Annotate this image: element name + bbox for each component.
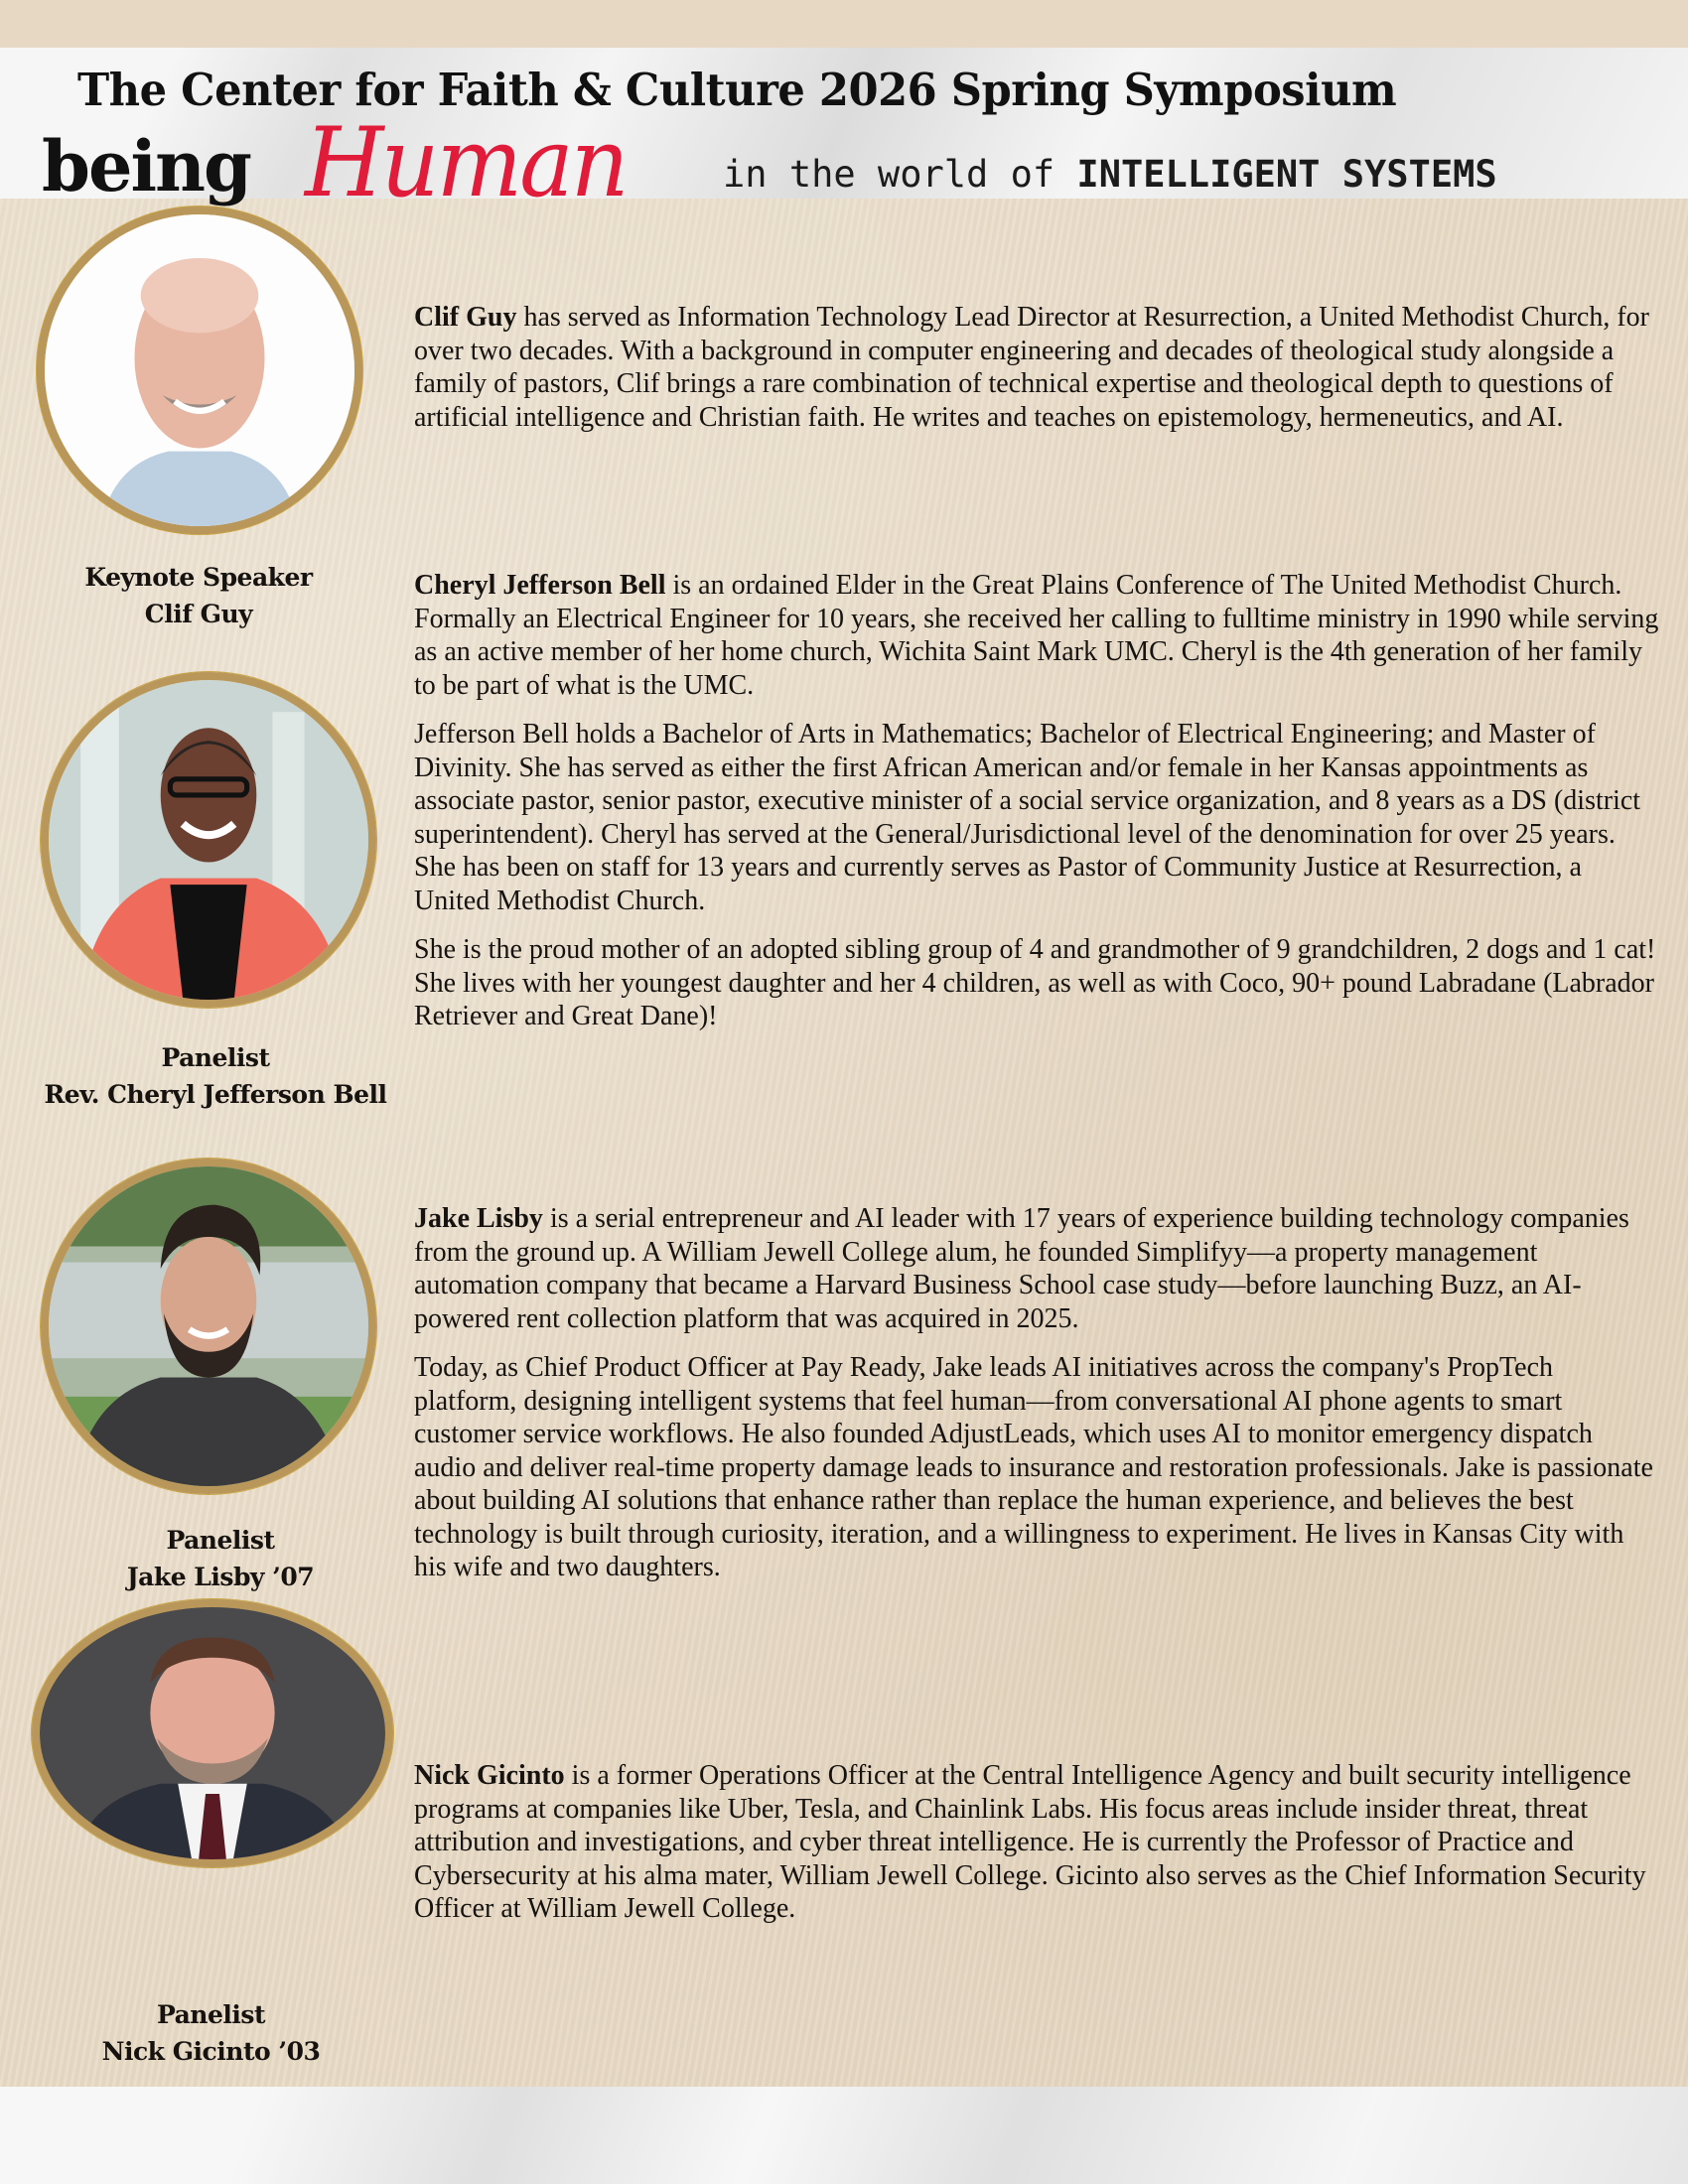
speaker-role: Keynote Speaker	[84, 563, 313, 592]
bio-paragraph: Jefferson Bell holds a Bachelor of Arts in Mathematics; Bachelor of Electrical Engineering; and Master of Divinity. She has served as either the first African American and/or female in her Kansas appointments as associate pastor, senior pastor, executive minister of a social service organization, and 8 years as a DS (district superintendent). Cheryl has served at the General/Jurisdictional level of the denomination for over 25 years. She has been on staff for 13 years and currently serves as Pastor of Community Justice at Resurrection, a United Methodist Church.	[414, 719, 1641, 916]
subtitle-tagline-bold: INTELLIGENT SYSTEMS	[1076, 153, 1497, 196]
speaker-role: Panelist	[156, 2000, 266, 2029]
footer-band	[0, 2087, 1688, 2184]
speaker-bio-nick-gicinto	[414, 1759, 1660, 1942]
speaker-name: Nick Gicinto ’03	[101, 2037, 321, 2066]
person-photo-icon	[45, 214, 354, 526]
top-paper-strip	[0, 0, 1688, 48]
portrait-cheryl-jefferson-bell	[41, 672, 376, 1008]
speaker-bio-jake-lisby	[414, 1202, 1660, 1600]
subtitle-human-script: Human	[305, 107, 627, 218]
speaker-bio-cheryl-jefferson-bell	[414, 569, 1660, 1049]
person-photo-icon	[40, 1607, 385, 1859]
bio-paragraph: Nick Gicinto is a former Operations Officer at the Central Intelligence Agency and built security intelligence programs at companies like Uber, Tesla, and Chainlink Labs. His focus areas include insider threat, threat attribution and investigations, and cyber threat intelligence. He is currently the Professor of Practice and Cybersecurity at his alma mater, William Jewell College. Gicinto also serves as the Chief Information Security Officer at William Jewell College.	[414, 1760, 1646, 1924]
person-photo-icon	[49, 1166, 368, 1486]
portrait-jake-lisby	[41, 1159, 376, 1494]
speaker-caption	[62, 1522, 379, 1595]
page-title: The Center for Faith & Culture 2026 Spring Symposium	[77, 64, 1397, 116]
speaker-caption	[40, 1996, 382, 2070]
bio-paragraph: Cheryl Jefferson Bell is an ordained Elder in the Great Plains Conference of The United Methodist Church. Formally an Electrical Engineer for 10 years, she received her calling to fulltime ministry in 1990 while serving as an active member of her home church, Wichita Saint Mark UMC. Cheryl is the 4th generation of her family to be part of what is the UMC.	[414, 570, 1659, 701]
portrait-nick-gicinto	[32, 1599, 393, 1867]
bio-paragraph: Today, as Chief Product Officer at Pay Ready, Jake leads AI initiatives across the company's PropTech platform, designing intelligent systems that feel human—from conversational AI phone agents to smart customer service workflows. He also founded AdjustLeads, which uses AI to monitor emergency dispatch audio and deliver real-time property damage leads to insurance and restoration professionals. Jake is passionate about building AI solutions that enhance rather than replace the human experience, and believes the best technology is built through curiosity, iteration, and a willingness to experiment. He lives in Kansas City with his wife and two daughters.	[414, 1352, 1653, 1582]
bio-paragraph: Jake Lisby is a serial entrepreneur and AI leader with 17 years of experience building technology companies from the ground up. A William Jewell College alum, he founded Simplifyy—a property management automation company that became a Harvard Business School case study—before launching Buzz, an AI-powered rent collection platform that was acquired in 2025.	[414, 1203, 1629, 1334]
bio-paragraph: Clif Guy has served as Information Technology Lead Director at Resurrection, a United Methodist Church, for over two decades. With a background in computer engineering and decades of theological study alongside a family of pastors, Clif brings a rare combination of technical expertise and theological depth to questions of artificial intelligence and Christian faith. He writes and teaches on epistemology, hermeneutics, and AI.	[414, 302, 1649, 433]
speaker-name: Jake Lisby ’07	[126, 1563, 315, 1591]
bio-paragraph: She is the proud mother of an adopted sibling group of 4 and grandmother of 9 grandchildren, 2 dogs and 1 cat! She lives with her youngest daughter and her 4 children, as well as with Coco, 90+ pound Labradane (Labrador Retriever and Great Dane)!	[414, 934, 1656, 1031]
bio-name: Jake Lisby	[414, 1203, 543, 1234]
subtitle-tagline	[723, 153, 1497, 196]
person-photo-icon	[49, 680, 368, 1000]
bio-name: Clif Guy	[414, 302, 517, 333]
subtitle-tagline-prefix: in the world of	[723, 153, 1077, 196]
subtitle-being: being	[42, 125, 250, 207]
speaker-bio-clif-guy	[414, 301, 1660, 450]
speaker-name: Rev. Cheryl Jefferson Bell	[44, 1080, 387, 1109]
speaker-caption	[22, 1039, 409, 1113]
bio-name: Cheryl Jefferson Bell	[414, 570, 666, 601]
speaker-name: Clif Guy	[144, 600, 253, 628]
speaker-role: Panelist	[166, 1526, 275, 1555]
speaker-role: Panelist	[161, 1043, 270, 1072]
speaker-caption	[30, 559, 367, 632]
portrait-clif-guy	[37, 206, 362, 534]
bio-name: Nick Gicinto	[414, 1760, 565, 1791]
